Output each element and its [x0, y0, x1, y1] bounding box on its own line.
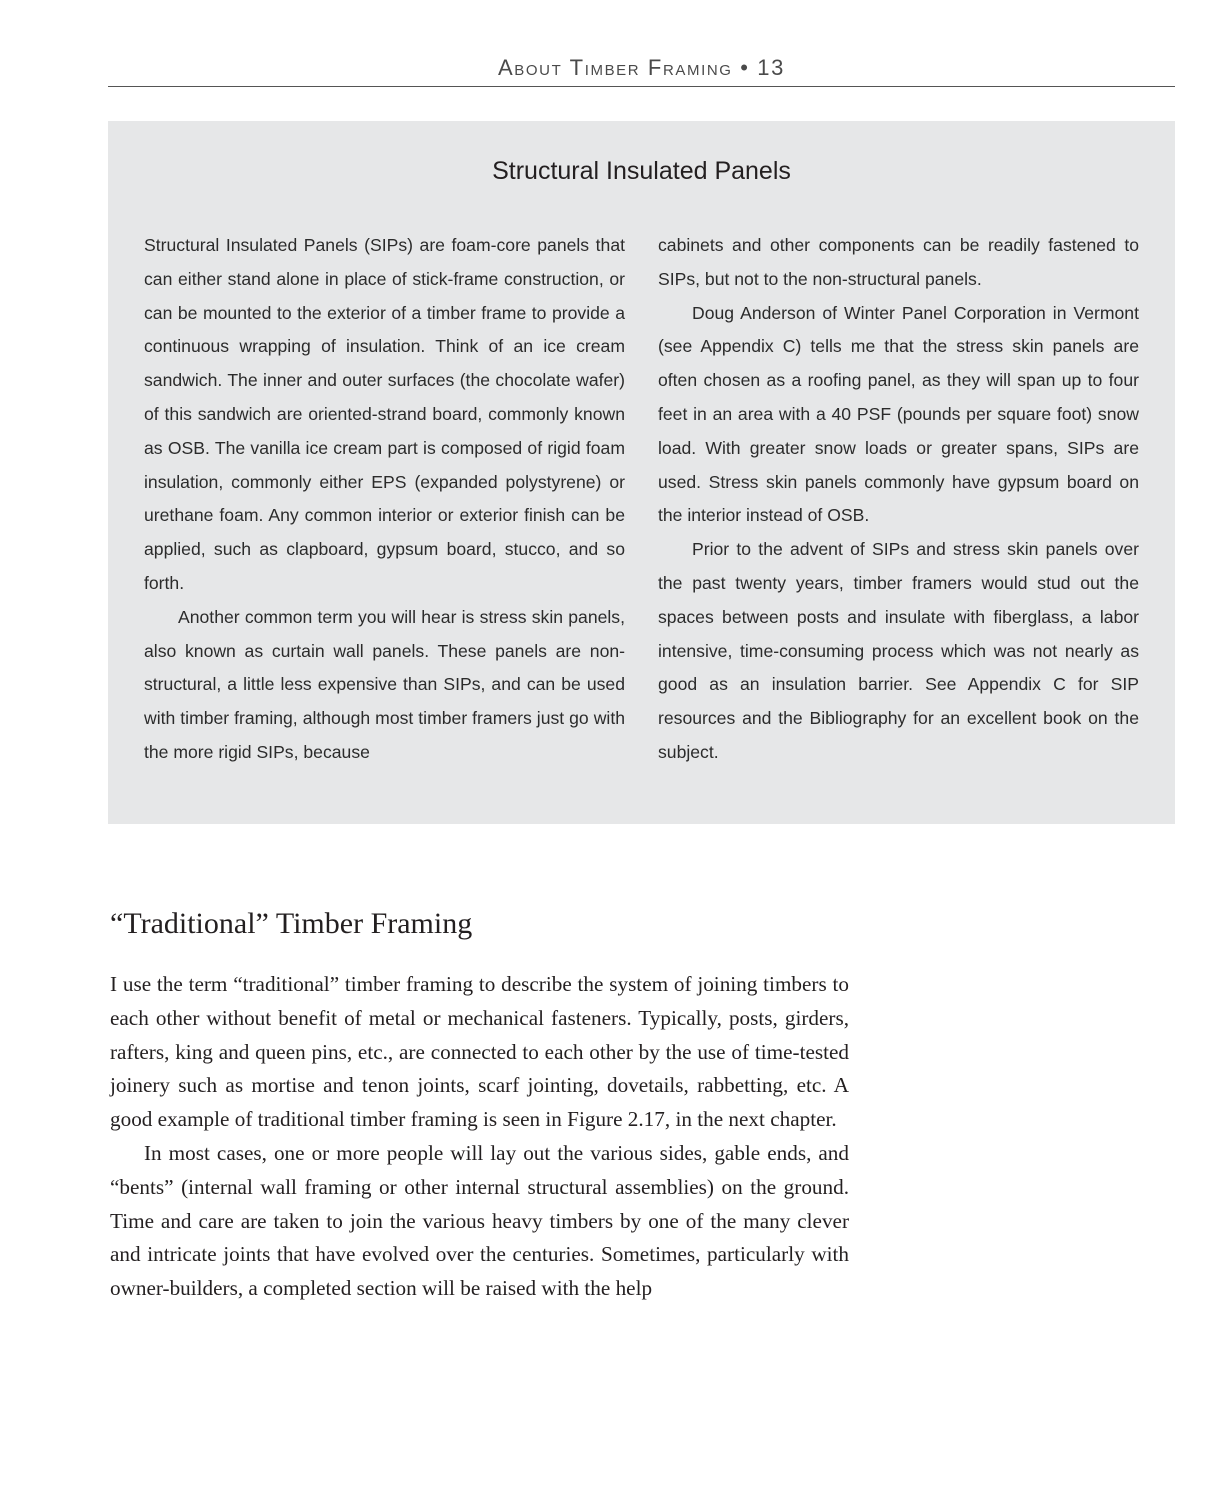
body-paragraph: In most cases, one or more people will lay out the various sides, gable ends, and “bents” (internal wall framing or other internal structural assemblies) on the ground. Time and care are taken to join the various heavy timbers by one of the many clever and intricate joints that have evolved over the centuries. Sometimes, particularly with owner-builders, a completed section will be raised with the help: [110, 1140, 849, 1301]
sidebar-paragraph: Another common term you will hear is stress skin panels, also known as curtain wall panels. These panels are non-structural, a little less expensive than SIPs, and can be used with timber framing, although most timber framers just go with the more rigid SIPs, because: [144, 606, 625, 762]
running-head-text: About Timber Framing • 13: [498, 55, 785, 80]
sidebar-right-column: [658, 229, 1139, 770]
sidebar-paragraph: Prior to the advent of SIPs and stress skin panels over the past twenty years, timber framers would stud out the spaces between posts and insulate with fiberglass, a labor intensive, time-consuming process which was not nearly as good as an insulation barrier. See Appendix C for SIP resources and the Bibliography for an excellent book on the subject.: [658, 539, 1139, 762]
section-heading: “Traditional” Timber Framing: [110, 907, 473, 940]
sidebar-title: Structural Insulated Panels: [492, 157, 791, 185]
body-text: [110, 968, 849, 1306]
sidebar-paragraph: Doug Anderson of Winter Panel Corporation in Vermont (see Appendix C) tells me that the stress skin panels are often chosen as a roofing panel, as they will span up to four feet in an area with a 40 PSF (pounds per square foot) snow load. With greater snow loads or greater spans, SIPs are used. Stress skin panels commonly have gypsum board on the interior instead of OSB.: [658, 302, 1139, 526]
sidebar-box: [108, 121, 1175, 824]
sidebar-left-column: [144, 229, 625, 770]
sidebar-paragraph: Structural Insulated Panels (SIPs) are foam-core panels that can either stand alone in place of stick-frame construction, or can be mounted to the exterior of a timber frame to provide a continuous wrapping of insulation. Think of an ice cream sandwich. The inner and outer surfaces (the chocolate wafer) of this sandwich are oriented-strand board, commonly known as OSB. The vanilla ice cream part is composed of rigid foam insulation, commonly either EPS (expanded polystyrene) or urethane foam. Any common interior or exterior finish can be applied, such as clapboard, gypsum board, stucco, and so forth.: [144, 235, 625, 593]
body-paragraph: I use the term “traditional” timber framing to describe the system of joining timbers to each other without benefit of metal or mechanical fasteners. Typically, posts, girders, rafters, king and queen pins, etc., are connected to each other by the use of time-tested joinery such as mortise and tenon joints, scarf jointing, dovetails, rabbetting, etc. A good example of traditional timber framing is seen in Figure 2.17, in the next chapter.: [110, 972, 849, 1132]
sidebar-paragraph: cabinets and other components can be readily fastened to SIPs, but not to the non-structural panels.: [658, 235, 1139, 289]
running-head: [108, 52, 1175, 87]
